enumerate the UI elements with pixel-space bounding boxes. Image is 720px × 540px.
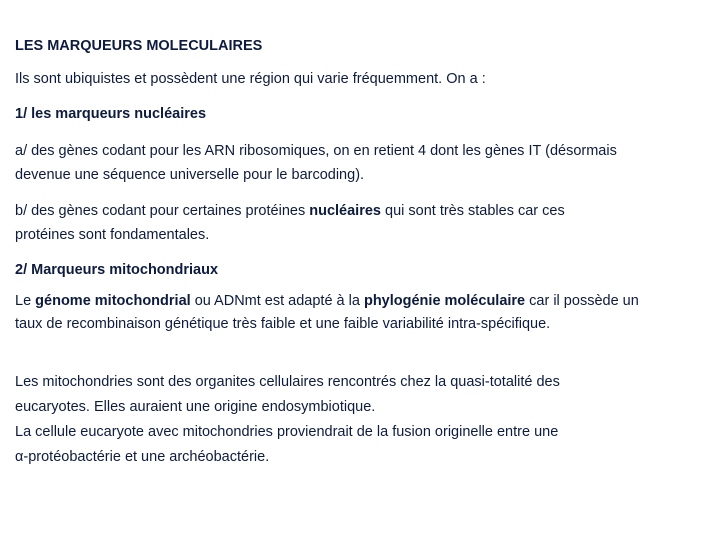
mito-p1-t3: car il possède un	[525, 293, 639, 309]
mito-p1-t1: Le	[15, 293, 36, 309]
mito-p1-b1: génome mitochondrial	[35, 293, 191, 309]
item-b-line1	[15, 199, 565, 223]
item-b-bold: nucléaires	[309, 203, 381, 219]
item-b-line2: protéines sont fondamentales.	[15, 227, 210, 243]
section1-heading: 1/ les marqueurs nucléaires	[15, 106, 207, 122]
mito-p2-line2: eucaryotes. Elles auraient une origine endosymbiotique.	[15, 399, 376, 415]
intro-text: Ils sont ubiquistes et possèdent une région qui varie fréquemment. On a :	[15, 71, 486, 87]
item-a-line2: devenue une séquence universelle pour le barcoding).	[15, 167, 365, 183]
mito-p2-line3: La cellule eucaryote avec mitochondries proviendrait de la fusion originelle entre une	[15, 424, 559, 440]
mito-p1-t2: ou ADNmt est adapté à la	[190, 293, 364, 309]
mito-p2-line1: Les mitochondries sont des organites cellulaires rencontrés chez la quasi-totalité des	[15, 374, 560, 390]
item-b-suffix: qui sont très stables car ces	[380, 203, 565, 219]
section2-heading: 2/ Marqueurs mitochondriaux	[15, 262, 219, 278]
item-b-prefix: b/ des gènes codant pour certaines protéines	[15, 203, 310, 219]
page-title: LES MARQUEURS MOLECULAIRES	[15, 38, 263, 54]
mito-p2-line4: α-protéobactérie et une archéobactérie.	[15, 449, 270, 465]
mito-p1-line2: taux de recombinaison génétique très faible et une faible variabilité intra-spécifique.	[15, 316, 551, 332]
mito-p1-line1	[15, 289, 639, 313]
item-a-line1: a/ des gènes codant pour les ARN ribosomiques, on en retient 4 dont les gènes IT (désormais	[15, 143, 617, 159]
mito-p1-b2: phylogénie moléculaire	[363, 293, 526, 309]
